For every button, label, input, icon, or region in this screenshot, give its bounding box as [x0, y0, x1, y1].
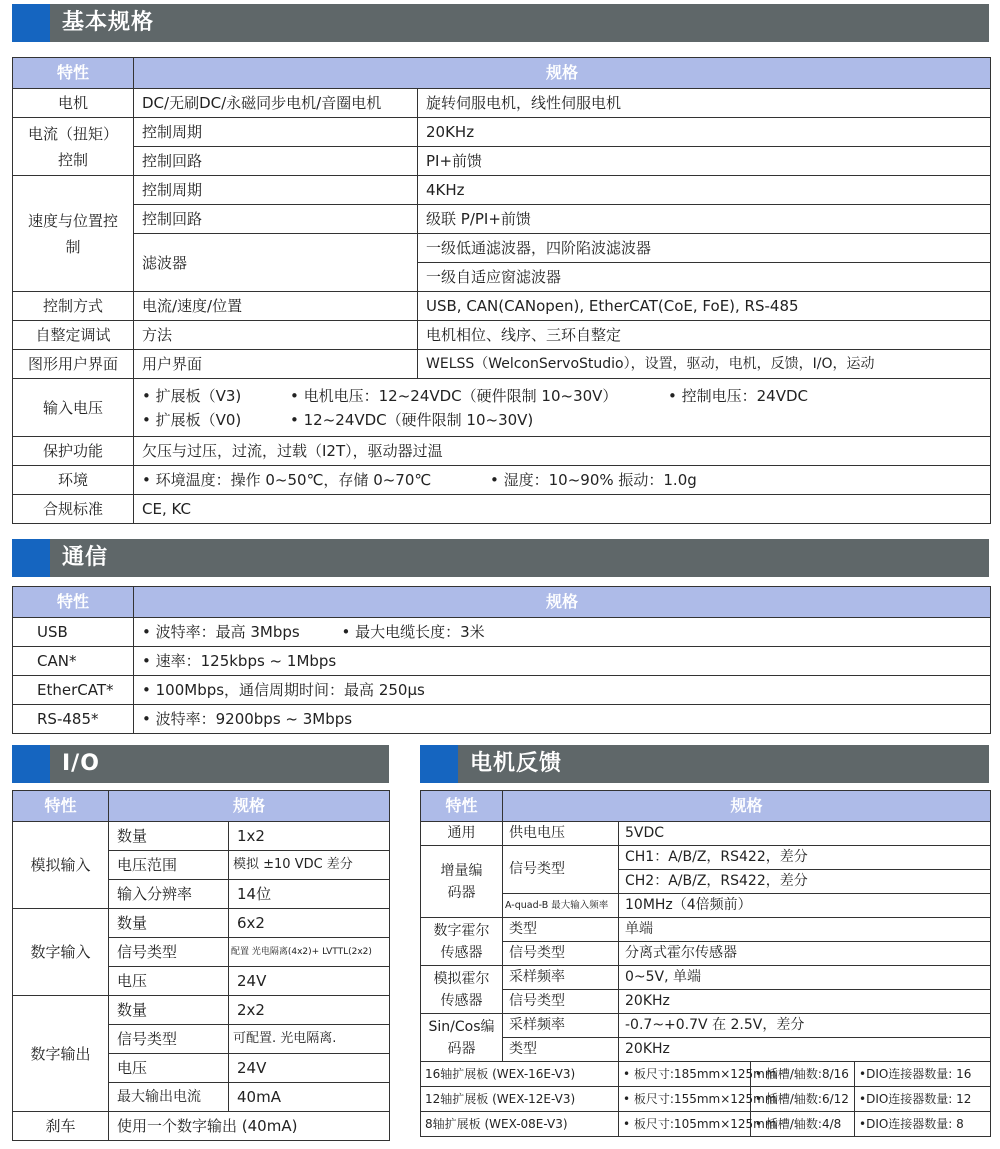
cell-value: 级联 P/PI+前馈 [418, 205, 991, 234]
cell-value: USB, CAN(CANopen), EtherCAT(CoE, FoE), RS-485 [418, 292, 991, 321]
row-label-speed: 速度与位置控制 [13, 176, 134, 292]
cell-value: DC/无刷DC/永磁同步电机/音圈电机 [134, 89, 418, 118]
cell-value: 0~5V, 单端 [619, 966, 991, 990]
board-size: • 板尺寸:105mm×125mm [619, 1112, 751, 1137]
cell-value: 20KHz [619, 990, 991, 1014]
section-title: I/O [62, 751, 100, 776]
cell-value: 10MHz（4倍频前） [619, 894, 991, 918]
fb-label-digital-hall: 数字霍尔传感器 [421, 918, 503, 966]
cell-value: • 100Mbps，通信周期时间：最高 250μs [134, 676, 991, 705]
row-label-env: 环境 [13, 466, 134, 495]
col-feature: 特性 [13, 791, 109, 822]
cell-key: 控制回路 [134, 147, 418, 176]
board-size: • 板尺寸:185mm×125mm [619, 1062, 751, 1087]
col-spec: 规格 [134, 58, 991, 89]
board-size: • 板尺寸:155mm×125mm [619, 1087, 751, 1112]
cell-value: 1x2 [229, 822, 390, 851]
cell-key: 信号类型 [503, 990, 619, 1014]
cell-value: 4KHz [418, 176, 991, 205]
fb-label-incremental: 增量编码器 [421, 846, 503, 918]
cell-value: PI+前馈 [418, 147, 991, 176]
cell-key: 电流/速度/位置 [134, 292, 418, 321]
io-spec-table [12, 790, 390, 1141]
io-label-brake: 刹车 [13, 1112, 109, 1141]
cell-value: 20KHz [418, 118, 991, 147]
board-name: 12轴扩展板 (WEX-12E-V3) [421, 1087, 619, 1112]
cell-value: 可配置. 光电隔离. [229, 1025, 390, 1054]
col-feature: 特性 [13, 587, 134, 618]
board-name: 8轴扩展板 (WEX-08E-V3) [421, 1112, 619, 1137]
cell-key: 采样频率 [503, 966, 619, 990]
bullet-text: • 12~24VDC（硬件限制 10~30V) [290, 410, 534, 429]
cell-value: 配置 光电隔离(4x2)+ LVTTL(2x2) [229, 938, 390, 967]
feedback-spec-table [420, 790, 991, 1137]
row-label-protect: 保护功能 [13, 437, 134, 466]
section-accent [420, 745, 458, 783]
comm-label-ethercat: EtherCAT* [13, 676, 134, 705]
cell-key: 滤波器 [134, 234, 418, 292]
board-dio: •DIO连接器数量: 12 [855, 1087, 991, 1112]
cell-key: 电压 [109, 1054, 229, 1083]
cell-value: -0.7~+0.7V 在 2.5V，差分 [619, 1014, 991, 1038]
fb-label-general: 通用 [421, 822, 503, 846]
cell-key: 最大输出电流 [109, 1083, 229, 1112]
cell-value: • 速率：125kbps ~ 1Mbps [134, 647, 991, 676]
cell-key: 控制回路 [134, 205, 418, 234]
row-label-compliance: 合规标准 [13, 495, 134, 524]
section-header-basic [12, 4, 989, 42]
section-accent [12, 539, 50, 577]
comm-label-can: CAN* [13, 647, 134, 676]
cell-key: 类型 [503, 1038, 619, 1062]
row-label-ctrl-mode: 控制方式 [13, 292, 134, 321]
cell-value: 一级自适应窗滤波器 [418, 263, 991, 292]
cell-value: 5VDC [619, 822, 991, 846]
row-label-autotune: 自整定调试 [13, 321, 134, 350]
col-spec: 规格 [109, 791, 390, 822]
board-dio: •DIO连接器数量: 8 [855, 1112, 991, 1137]
bullet-text: • 控制电压：24VDC [668, 386, 808, 405]
bullet-text: • 电机电压：12~24VDC（硬件限制 10~30V） [290, 386, 618, 405]
section-title: 通信 [62, 545, 109, 570]
cell-value: 一级低通滤波器，四阶陷波滤波器 [418, 234, 991, 263]
section-header-io [12, 745, 389, 783]
section-accent [12, 745, 50, 783]
cell-value: 24V [229, 1054, 390, 1083]
fb-label-sincos: Sin/Cos编码器 [421, 1014, 503, 1062]
col-spec: 规格 [134, 587, 991, 618]
board-slots: • 插槽/轴数:6/12 [751, 1087, 855, 1112]
col-feature: 特性 [13, 58, 134, 89]
cell-key: 控制周期 [134, 118, 418, 147]
bullet-text: • 扩展板（V0) [142, 410, 242, 429]
cell-value: 20KHz [619, 1038, 991, 1062]
section-accent [12, 4, 50, 42]
bullet-text: • 环境温度：操作 0~50℃，存储 0~70℃ [142, 471, 432, 489]
cell-key: 信号类型 [503, 846, 619, 894]
col-feature: 特性 [421, 791, 503, 822]
cell-value: 单端 [619, 918, 991, 942]
cell-value: 欠压与过压，过流，过载（I2T），驱动器过温 [134, 437, 991, 466]
cell-key: 采样频率 [503, 1014, 619, 1038]
comm-spec-table [12, 586, 991, 734]
section-header-feedback [420, 745, 989, 783]
cell-key: 数量 [109, 996, 229, 1025]
cell-key: 方法 [134, 321, 418, 350]
fb-label-analog-hall: 模拟霍尔传感器 [421, 966, 503, 1014]
cell-value: WELSS（WelconServoStudio），设置，驱动，电机，反馈，I/O，运动 [418, 350, 991, 379]
section-title: 基本规格 [62, 10, 155, 35]
col-spec: 规格 [503, 791, 991, 822]
row-label-input-voltage: 输入电压 [13, 379, 134, 437]
cell-value: 使用一个数字输出 (40mA) [109, 1112, 390, 1141]
cell-key: A-quad-B 最大输入频率 [503, 894, 619, 918]
cell-value-input-voltage [134, 379, 991, 437]
cell-value: • 波特率：最高 3Mbps [134, 618, 334, 647]
cell-value: 分离式霍尔传感器 [619, 942, 991, 966]
cell-value: CH1：A/B/Z，RS422，差分 [619, 846, 991, 870]
bullet-text: • 湿度：10~90% 振动：1.0g [490, 471, 697, 489]
io-label-digital-out: 数字输出 [13, 996, 109, 1112]
cell-value: 14位 [229, 880, 390, 909]
cell-key: 控制周期 [134, 176, 418, 205]
board-dio: •DIO连接器数量: 16 [855, 1062, 991, 1087]
cell-value: 旋转伺服电机，线性伺服电机 [418, 89, 991, 118]
cell-value: 40mA [229, 1083, 390, 1112]
comm-label-rs485: RS-485* [13, 705, 134, 734]
cell-key: 数量 [109, 909, 229, 938]
basic-spec-table [12, 57, 991, 524]
section-header-comm [12, 539, 989, 577]
cell-value: • 波特率：9200bps ~ 3Mbps [134, 705, 991, 734]
cell-key: 输入分辨率 [109, 880, 229, 909]
bullet-text: • 扩展板（V3) [142, 386, 242, 405]
cell-key: 信号类型 [503, 942, 619, 966]
cell-key: 电压 [109, 967, 229, 996]
row-label-current: 电流（扭矩）控制 [13, 118, 134, 176]
cell-value: 24V [229, 967, 390, 996]
io-label-analog-in: 模拟输入 [13, 822, 109, 909]
comm-label-usb: USB [13, 618, 134, 647]
board-slots: • 插槽/轴数:8/16 [751, 1062, 855, 1087]
cell-key: 数量 [109, 822, 229, 851]
cell-value: 2x2 [229, 996, 390, 1025]
io-label-digital-in: 数字输入 [13, 909, 109, 996]
cell-value: CH2：A/B/Z，RS422，差分 [619, 870, 991, 894]
cell-key: 供电电压 [503, 822, 619, 846]
row-label-gui: 图形用户界面 [13, 350, 134, 379]
cell-value: 6x2 [229, 909, 390, 938]
cell-key: 类型 [503, 918, 619, 942]
cell-key: 电压范围 [109, 851, 229, 880]
board-name: 16轴扩展板 (WEX-16E-V3) [421, 1062, 619, 1087]
cell-key: 信号类型 [109, 1025, 229, 1054]
cell-value: • 最大电缆长度：3米 [334, 618, 991, 647]
board-slots: • 插槽/轴数:4/8 [751, 1112, 855, 1137]
cell-key: 信号类型 [109, 938, 229, 967]
cell-key: 用户界面 [134, 350, 418, 379]
cell-value: 模拟 ±10 VDC 差分 [229, 851, 390, 880]
section-title: 电机反馈 [470, 751, 563, 776]
row-label-motor: 电机 [13, 89, 134, 118]
cell-value: CE, KC [134, 495, 991, 524]
cell-value: 电机相位、线序、三环自整定 [418, 321, 991, 350]
cell-value-env [134, 466, 991, 495]
